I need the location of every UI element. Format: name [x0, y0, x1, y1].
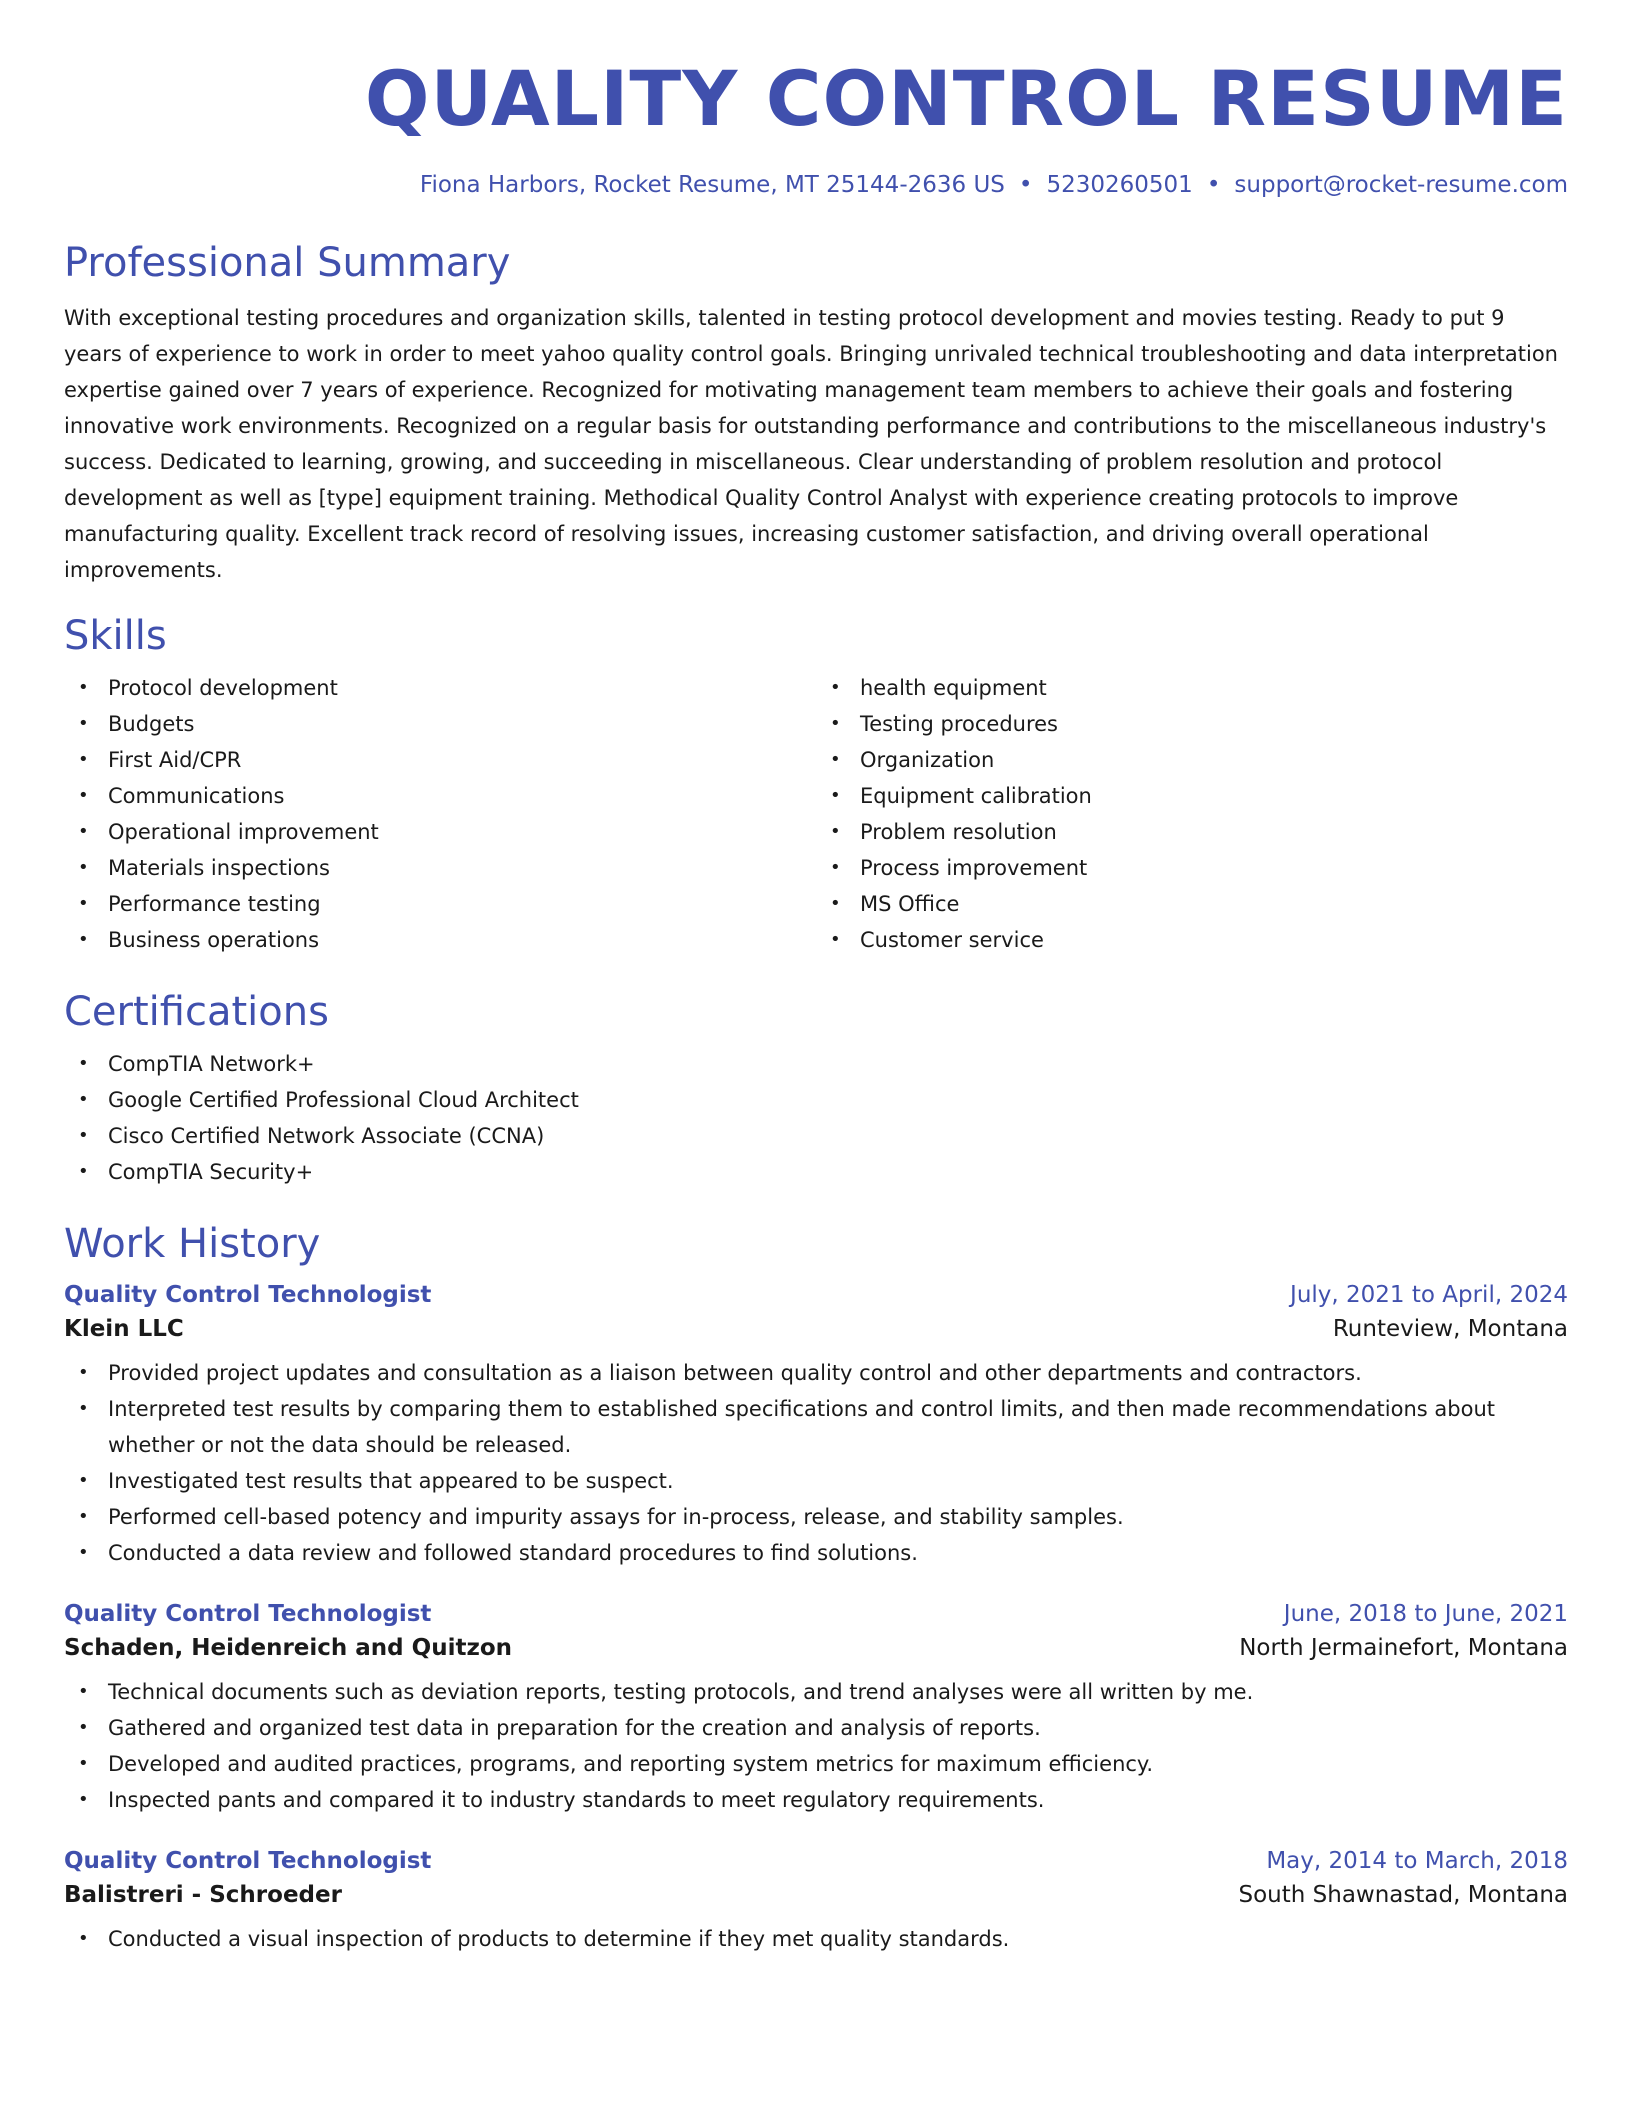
job-dates: May, 2014 to March, 2018	[1266, 1848, 1568, 1874]
resume-title: QUALITY CONTROL RESUME	[364, 54, 1568, 143]
job-header	[64, 1848, 1568, 1874]
job-bullets	[64, 1355, 1568, 1571]
skill-item: • Communications	[108, 778, 816, 814]
skill-item: • Testing procedures	[860, 706, 1568, 742]
summary-text: With exceptional testing procedures and organization skills, talented in testing protocol development and movies testing. Ready to put 9 years of experience to work in order to meet yahoo quality control goals. Bringing unrivaled technical troubleshooting and data interpretation expertise gained over 7 years of experience. Recognized for motivating management team members to achieve their goals and fostering innovative work environments. Recognized on a regular basis for outstanding performance and contributions to the miscellaneous industry's success. Dedicated to learning, growing, and succeeding in miscellaneous. Clear understanding of problem resolution and protocol development as well as [type] equipment training. Methodical Quality Control Analyst with experience creating protocols to improve manufacturing quality. Excellent track record of resolving issues, increasing customer satisfaction, and driving overall operational improvements.	[64, 306, 1558, 582]
job-bullet: • Conducted a data review and followed standard procedures to find solutions.	[108, 1535, 1568, 1571]
skills-column-right	[816, 670, 1568, 958]
certification-item: • CompTIA Network+	[108, 1046, 1568, 1082]
job-company: Klein LLC	[64, 1316, 184, 1342]
job-bullets	[64, 1921, 1568, 1957]
certification-item: • Google Certified Professional Cloud Architect	[108, 1082, 1568, 1118]
contact-separator: •	[1206, 172, 1221, 198]
job-company: Balistreri - Schroeder	[64, 1882, 342, 1908]
skill-item: • health equipment	[860, 670, 1568, 706]
skill-item: • Materials inspections	[108, 850, 816, 886]
skills-column-left	[64, 670, 816, 958]
job-bullets	[64, 1674, 1568, 1818]
job-bullet: • Performed cell-based potency and impurity assays for in-process, release, and stability samples.	[108, 1499, 1568, 1535]
certification-item: • CompTIA Security+	[108, 1154, 1568, 1190]
contact-separator: •	[1018, 172, 1033, 198]
job-location: North Jermainefort, Montana	[1239, 1635, 1568, 1661]
job-dates: July, 2021 to April, 2024	[1290, 1282, 1568, 1308]
job-bullet: • Gathered and organized test data in preparation for the creation and analysis of reports.	[108, 1710, 1568, 1746]
skills-list	[64, 670, 1568, 958]
skill-item: • Equipment calibration	[860, 778, 1568, 814]
skill-item: • First Aid/CPR	[108, 742, 816, 778]
job-title: Quality Control Technologist	[64, 1282, 432, 1308]
skill-item: • Organization	[860, 742, 1568, 778]
skills-heading: Skills	[64, 613, 167, 659]
job-subheader	[64, 1635, 1568, 1661]
skill-item: • Customer service	[860, 922, 1568, 958]
job-title: Quality Control Technologist	[64, 1601, 432, 1627]
skill-item: • Business operations	[108, 922, 816, 958]
job-bullet: • Developed and audited practices, programs, and reporting system metrics for maximum efficiency.	[108, 1746, 1568, 1782]
job-subheader	[64, 1882, 1568, 1908]
job-bullet: • Investigated test results that appeared to be suspect.	[108, 1463, 1568, 1499]
contact-phone: 5230260501	[1046, 172, 1193, 198]
skill-item: • Protocol development	[108, 670, 816, 706]
skill-item: • Operational improvement	[108, 814, 816, 850]
job-bullet: • Inspected pants and compared it to industry standards to meet regulatory requirements.	[108, 1782, 1568, 1818]
contact-line	[64, 174, 1568, 197]
certifications-list	[64, 1046, 1568, 1190]
job-entry	[64, 1282, 1568, 1571]
job-bullet: • Technical documents such as deviation reports, testing protocols, and trend analyses were all written by me.	[108, 1674, 1568, 1710]
job-bullet: • Conducted a visual inspection of products to determine if they met quality standards.	[108, 1921, 1568, 1957]
job-entry	[64, 1601, 1568, 1818]
skill-item: • Performance testing	[108, 886, 816, 922]
contact-address: Fiona Harbors, Rocket Resume, MT 25144-2636 US	[419, 172, 1005, 198]
certification-item: • Cisco Certified Network Associate (CCNA)	[108, 1118, 1568, 1154]
job-header	[64, 1282, 1568, 1308]
skill-item: • Process improvement	[860, 850, 1568, 886]
job-title: Quality Control Technologist	[64, 1848, 432, 1874]
job-bullet: • Provided project updates and consultation as a liaison between quality control and other departments and contractors.	[108, 1355, 1568, 1391]
job-subheader	[64, 1316, 1568, 1342]
summary-heading: Professional Summary	[64, 240, 511, 286]
job-location: South Shawnastad, Montana	[1238, 1882, 1568, 1908]
job-location: Runteview, Montana	[1332, 1316, 1568, 1342]
skill-item: • Budgets	[108, 706, 816, 742]
certifications-heading: Certifications	[64, 989, 329, 1035]
job-dates: June, 2018 to June, 2021	[1283, 1601, 1568, 1627]
work-history-heading: Work History	[64, 1221, 321, 1267]
skill-item: • MS Office	[860, 886, 1568, 922]
job-company: Schaden, Heidenreich and Quitzon	[64, 1635, 513, 1661]
skill-item: • Problem resolution	[860, 814, 1568, 850]
job-header	[64, 1601, 1568, 1627]
job-bullet: • Interpreted test results by comparing them to established specifications and control limits, and then made recommendations about whether or not the data should be released.	[108, 1391, 1568, 1463]
job-entry	[64, 1848, 1568, 1957]
contact-email[interactable]: support@rocket-resume.com	[1234, 172, 1568, 198]
